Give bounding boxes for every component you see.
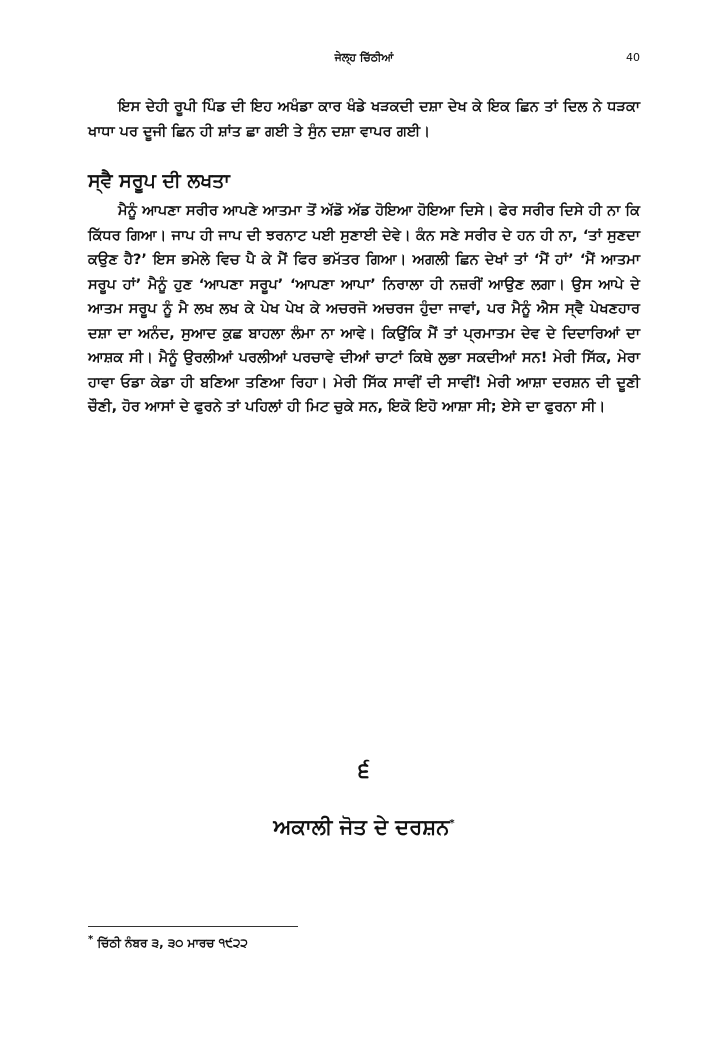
section-heading: ਸ੍ਵੈ ਸਰੂਪ ਦੀ ਲਖਤਾ bbox=[88, 170, 230, 192]
chapter-title-text: ਅਕਾਲੀ ਜੋਤ ਦੇ ਦਰਸ਼ਨ bbox=[273, 815, 450, 839]
page-number: 40 bbox=[626, 51, 640, 64]
chapter-title bbox=[0, 815, 728, 840]
footnote-text: ਚਿੱਠੀ ਨੰਬਰ ੩, ੩੦ ਮਾਰਚ ੧੯੨੨ bbox=[97, 936, 248, 950]
footnote-reference-marker: * bbox=[449, 818, 455, 829]
footnote bbox=[88, 934, 248, 951]
footnote-marker: * bbox=[88, 934, 94, 945]
paragraph-1 bbox=[88, 95, 640, 144]
footnote-divider bbox=[88, 926, 298, 927]
paragraph-2 bbox=[88, 199, 640, 420]
paragraph-1-text: ਇਸ ਦੇਹੀ ਰੂਪੀ ਪਿੰਡ ਦੀ ਇਹ ਅਖੰਡਾ ਕਾਰ ਖੰਡੇ ਖੜਕਦੀ ਦਸ਼ਾ ਦੇਖ ਕੇ ਇਕ ਛਿਨ ਤਾਂ ਦਿਲ ਨੇ ਧੜਕਾ ਖਾਧਾ ਪਰ ਦੂਜੀ ਛਿਨ ਹੀ ਸ਼ਾਂਤ ਛਾ ਗਈ ਤੇ ਸੁੰਨ ਦਸ਼ਾ ਵਾਪਰ ਗਈ। bbox=[88, 99, 640, 140]
page-header-title: ਜੇਲ੍ਹ ਚਿੱਠੀਆਂ bbox=[334, 51, 394, 64]
chapter-number: ੬ bbox=[358, 758, 370, 783]
paragraph-2-text: ਮੈਨੂੰ ਆਪਣਾ ਸਰੀਰ ਆਪਣੇ ਆਤਮਾ ਤੋਂ ਅੱਡੋ ਅੱਡ ਹੋਇਆ ਹੋਇਆ ਦਿਸੇ। ਫੇਰ ਸਰੀਰ ਦਿਸੇ ਹੀ ਨਾ ਕਿ ਕਿੱਧਰ ਗਿਆ। ਜਾਪ ਹੀ ਜਾਪ ਦੀ ਝਰਨਾਟ ਪਈ ਸੁਣਾਈ ਦੇਵੇ। ਕੰਨ ਸਣੇ ਸਰੀਰ ਦੇ ਹਨ ਹੀ ਨਾ, ‘ਤਾਂ ਸੁਣਦਾ ਕਉਣ ਹੈ?’ ਇਸ ਭਮੇਲੇ ਵਿਚ ਪੈ ਕੇ ਮੈਂ ਫਿਰ ਭਮੱਤਰ ਗਿਆ। ਅਗਲੀ ਛਿਨ ਦੇਖਾਂ ਤਾਂ ‘ਮੈਂ ਹਾਂ’ ‘ਮੈਂ ਆਤਮਾ ਸਰੂਪ ਹਾਂ’ ਮੈਨੂੰ ਹੁਣ ‘ਆਪਣਾ ਸਰੂਪ’ ‘ਆਪਣਾ ਆਪਾ’ ਨਿਰਾਲਾ ਹੀ ਨਜ਼ਰੀਂ ਆਉਣ ਲਗਾ। ਉਸ ਆਪੇ ਦੇ ਆਤਮ ਸਰੂਪ ਨੂੰ ਮੈ ਲਖ ਲਖ ਕੇ ਪੇਖ ਪੇਖ ਕੇ ਅਚਰਜੋ ਅਚਰਜ ਹੁੰਦਾ ਜਾਵਾਂ, ਪਰ ਮੈਨੂੰ ਐਸ ਸ੍ਵੈ ਪੇਖਣਹਾਰ ਦਸ਼ਾ ਦਾ ਅਨੰਦ, ਸੁਆਦ ਕੁਛ ਬਾਹਲਾ ਲੰਮਾ ਨਾ ਆਵੇ। ਕਿਉਂਕਿ ਮੈਂ ਤਾਂ ਪ੍ਰਮਾਤਮ ਦੇਵ ਦੇ ਦਿਦਾਰਿਆਂ ਦਾ ਆਸ਼ਕ ਸੀ। ਮੈਨੂੰ ਉਰਲੀਆਂ ਪਰਲੀਆਂ ਪਰਚਾਵੇ ਦੀਆਂ ਚਾਟਾਂ ਕਿਥੇ ਲੁਭਾ ਸਕਦੀਆਂ ਸਨ! ਮੇਰੀ ਸਿੱਕ, ਮੇਰਾ ਹਾਵਾ ਓਡਾ ਕੇਡਾ ਹੀ ਬਣਿਆ ਤਣਿਆ ਰਿਹਾ। ਮੇਰੀ ਸਿੱਕ ਸਾਵੀਂ ਦੀ ਸਾਵੀਂ! ਮੇਰੀ ਆਸ਼ਾ ਦਰਸ਼ਨ ਦੀ ਦੂਣੀ ਚੌਣੀ, ਹੋਰ ਆਸਾਂ ਦੇ ਫੁਰਨੇ ਤਾਂ ਪਹਿਲਾਂ ਹੀ ਮਿਟ ਚੁਕੇ ਸਨ, ਇਕੋ ਇਹੋ ਆਸ਼ਾ ਸੀ; ਏਸੇ ਦਾ ਫੁਰਨਾ ਸੀ। bbox=[88, 203, 640, 415]
